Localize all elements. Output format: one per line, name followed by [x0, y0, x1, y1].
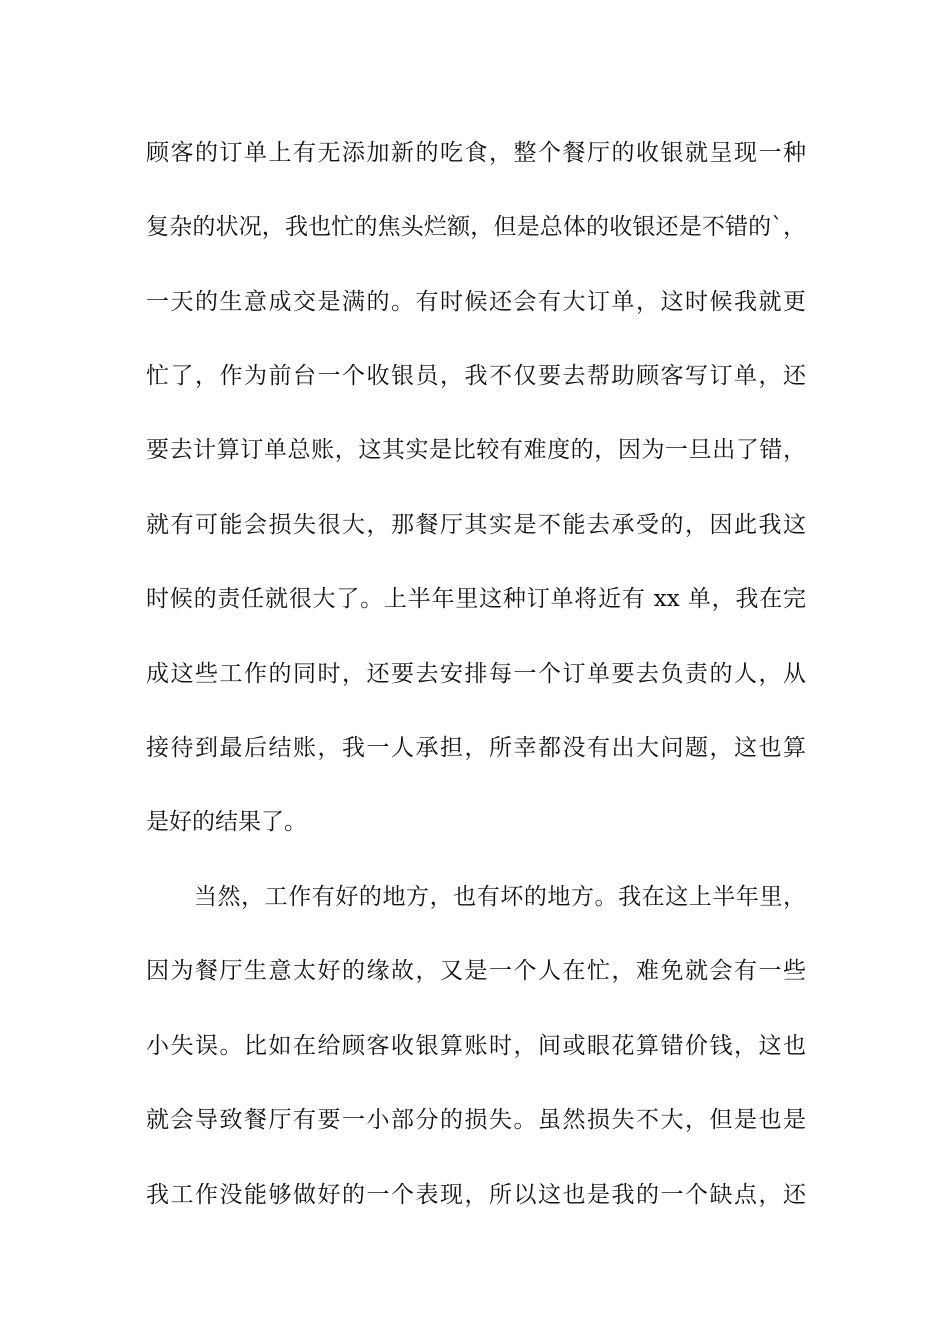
paragraph-line: 顾客的订单上有无添加新的吃食，整个餐厅的收银就呈现一种	[146, 140, 806, 166]
paragraph-line: 是好的结果了。	[146, 809, 307, 835]
paragraph-line: 一天的生意成交是满的。有时候还会有大订单，这时候我就更	[146, 289, 806, 315]
paragraph-line: 我工作没能够做好的一个表现，所以这也是我的一个缺点，还	[146, 1182, 806, 1208]
paragraph-line: 小失误。比如在给顾客收银算账时，间或眼花算错价钱，这也	[146, 1033, 806, 1059]
paragraph-line: 当然，工作有好的地方，也有坏的地方。我在这上半年里，	[194, 884, 806, 910]
paragraph-line: 忙了，作为前台一个收银员，我不仅要去帮助顾客写订单，还	[146, 363, 806, 389]
paragraph-line: 复杂的状况，我也忙的焦头烂额，但是总体的收银还是不错的`，	[146, 214, 806, 240]
paragraph-line: 接待到最后结账，我一人承担，所幸都没有出大问题，这也算	[146, 735, 806, 761]
paragraph-line: 时候的责任就很大了。上半年里这种订单将近有 xx 单，我在完	[146, 586, 806, 612]
paragraph-line: 就会导致餐厅有要一小部分的损失。虽然损失不大，但是也是	[146, 1107, 806, 1133]
paragraph-line: 就有可能会损失很大，那餐厅其实是不能去承受的，因此我这	[146, 512, 806, 538]
paragraph-line: 因为餐厅生意太好的缘故，又是一个人在忙，难免就会有一些	[146, 958, 806, 984]
paragraph-line: 要去计算订单总账，这其实是比较有难度的，因为一旦出了错，	[146, 437, 806, 463]
paragraph-line: 成这些工作的同时，还要去安排每一个订单要去负责的人，从	[146, 661, 806, 687]
